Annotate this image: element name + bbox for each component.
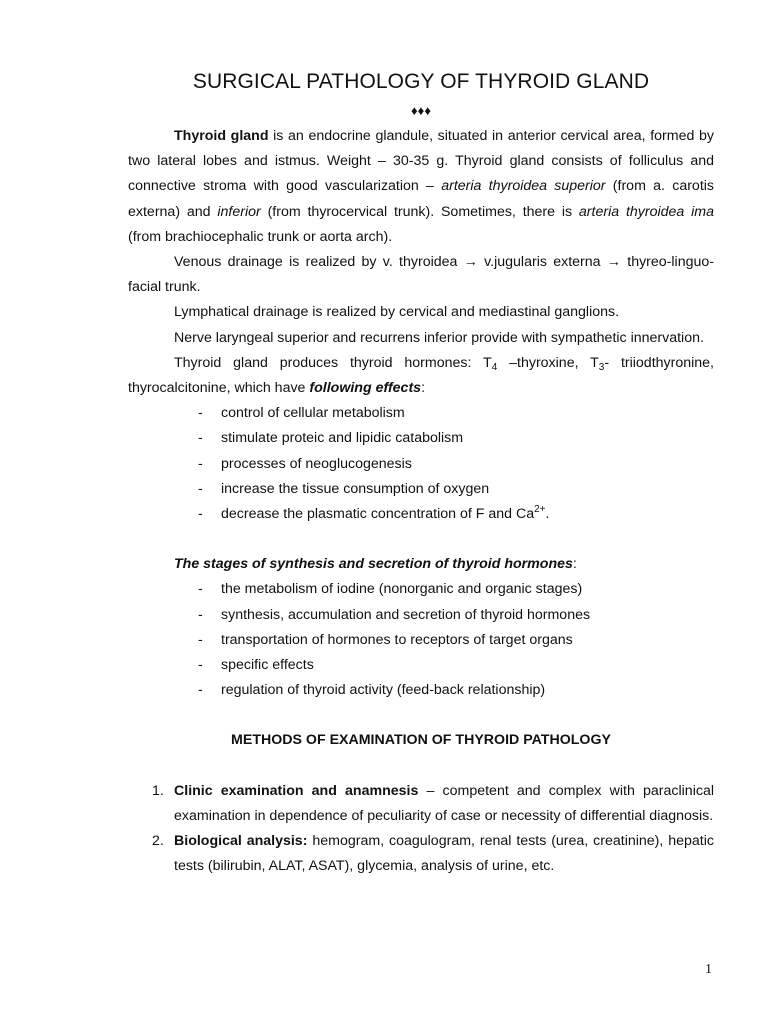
list-item: - specific effects: [198, 657, 314, 674]
methods-list: [128, 779, 714, 880]
list-item: - regulation of thyroid activity (feed-back relationship): [198, 682, 546, 699]
page-number: 1: [705, 962, 712, 977]
list-item: - synthesis, accumulation and secretion of thyroid hormones: [198, 606, 591, 623]
list-item: - processes of neoglucogenesis: [198, 455, 412, 472]
venous-paragraph: Venous drainage is realized by v. thyroidea → v.jugularis externa → thyreo-linguo-facial trunk.: [128, 254, 714, 296]
intro-paragraph: Thyroid gland is an endocrine glandule, situated in anterior cervical area, formed by two lateral lobes and istmus. Weight – 30-35 g. Thyroid gland consists of folliculus and connective stroma with good vascularization – arteria thyroidea superior (from a. carotis externa) and inferior (from thyrocervical trunk). Sometimes, there is arteria thyroidea ima (from brachiocephalic trunk or aorta arch).: [128, 128, 715, 245]
document-title: SURGICAL PATHOLOGY OF THYROID GLAND: [192, 70, 650, 93]
list-item: - transportation of hormones to receptors of target organs: [198, 631, 573, 648]
stages-heading: The stages of synthesis and secretion of thyroid hormones:: [174, 556, 577, 573]
methods-heading: METHODS OF EXAMINATION OF THYROID PATHOLOGY: [231, 732, 611, 749]
list-item: - stimulate proteic and lipidic catabolism: [198, 430, 464, 447]
term-thyroid-gland: Thyroid gland: [174, 128, 269, 144]
nerve-paragraph: Nerve laryngeal superior and recurrens inferior provide with sympathetic innervation.: [174, 329, 704, 346]
list-item: 1. Clinic examination and anamnesis – competent and complex with paraclinical examination in dependence of peculiarity of case or necessity of differential diagnosis.: [152, 782, 714, 824]
list-item: - decrease the plasmatic concentration of F and $Ca^{2+}$.: [198, 504, 550, 523]
list-item: - control of cellular metabolism: [198, 405, 405, 422]
effects-list: [128, 401, 714, 527]
diamond-ornament: ♦♦♦: [411, 103, 431, 118]
list-item: - the metabolism of iodine (nonorganic and organic stages): [198, 581, 583, 598]
list-item: 2. Biological analysis: hemogram, coagulogram, renal tests (urea, creatinine), hepatic tests (bilirubin, ALAT, ASAT), glycemia, analysis of urine, etc.: [152, 833, 714, 875]
document-page: [128, 64, 714, 879]
list-item: - increase the tissue consumption of oxygen: [198, 480, 490, 497]
hormones-paragraph: Thyroid gland produces thyroid hormones: $T_4$ –thyroxine, $T_3-$ triiodthyronine, thyrocalcitonine, which have following effects:: [128, 354, 714, 397]
lymph-paragraph: Lymphatical drainage is realized by cervical and mediastinal ganglions.: [174, 304, 620, 321]
stages-list: [128, 577, 714, 703]
